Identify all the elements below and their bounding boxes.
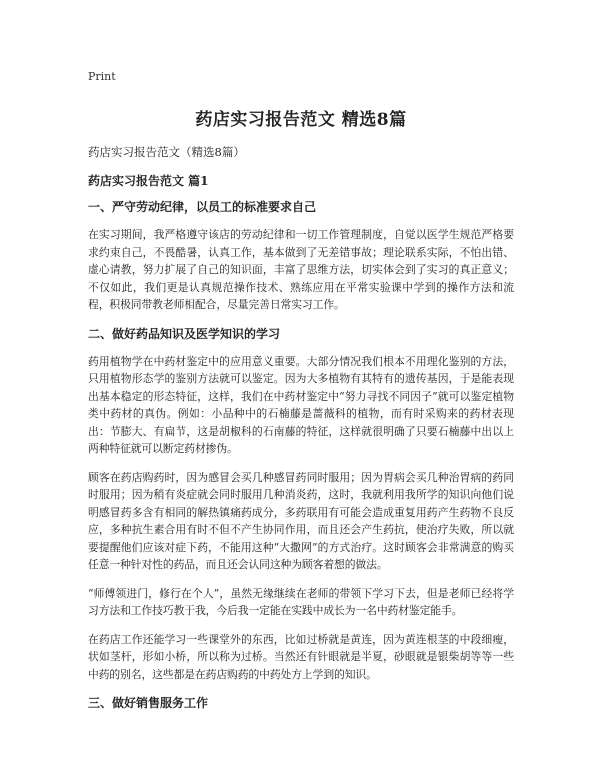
section-title: 药店实习报告范文 篇1 [88,174,209,188]
document-title: 药店实习报告范文 精选8篇 [195,110,407,130]
paragraph: 在实习期间，我严格遵守该店的劳动纪律和一切工作管理制度，自觉以医学生规范严格要求约束自己，不畏酷暑，认真工作，基本做到了无差错事故；理论联系实际，不怕出错、虚心请教，努力扩展了自己的知识面，丰富了思维方法，切实体会到了实习的真正意义；不仅如此，我们更是认真规范操作技术、熟练应用在平常实验课中学到的操作方法和流程，积极同带教老师相配合，尽量完善日常实习工作。 [88,228,514,311]
paragraph: “师傅领进门，修行在个人”，虽然无缘继续在老师的带领下学习下去，但是老师已经将学习方法和工作技巧教于我，今后我一定能在实践中成长为一名中药材鉴定能手。 [88,586,514,617]
section-heading-discipline: 一、严守劳动纪律，以员工的标准要求自己 [88,200,317,214]
paragraph: 顾客在药店购药时，因为感冒会买几种感冒药同时服用；因为胃病会买几种治胃病的药同时服用；因为稍有炎症就会同时服用几种消炎药，这时，我就利用我所学的知识向他们说明感冒药多含有相同的解热镇痛药成分，多药联用有可能会造成重复用药产生药物不良反应，多种抗生素合用有时不但不产生协同作用，而且还会产生药抗，使治疗失败，所以就要提醒他们应该对症下药，不能用这种“大撒网”的方式治疗。这时顾客会非常满意的购买任意一种针对性的药品，而且还会认同这种为顾客着想的做法。 [88,470,514,571]
paragraph: 药用植物学在中药材鉴定中的应用意义重要。大部分情况我们根本不用理化鉴别的方法，只用植物形态学的鉴别方法就可以鉴定。因为大多植物有其特有的遗传基因，于是能表现出基本稳定的形态特征，这样，我们在中药材鉴定中“努力寻找不同因子”就可以鉴定植物类中药材的真伪。例如：小品种中的石楠藤是蔷薇科的植物，而有时采购来的药材表现出：节膨大、有扁节，这是胡椒科的石南藤的特征，这样就很明确了只要石楠藤中出以上两种特征就可以断定药材掺伪。 [88,354,514,455]
document-subtitle: 药店实习报告范文（精选8篇） [88,145,245,159]
section-heading-sales: 三、做好销售服务工作 [88,696,209,710]
paragraph: 在药店工作还能学习一些课堂外的东西，比如过桥就是黄连，因为黄连根茎的中段细瘦，状如茎杆，形如小桥，所以称为过桥。当然还有针眼就是半夏，砂眼就是银柴胡等等一些中药的别名，这些都是在药店购药的中药处方上学到的知识。 [88,632,514,681]
section-heading-knowledge: 二、做好药品知识及医学知识的学习 [88,326,281,341]
print-link[interactable]: Print [88,70,116,83]
